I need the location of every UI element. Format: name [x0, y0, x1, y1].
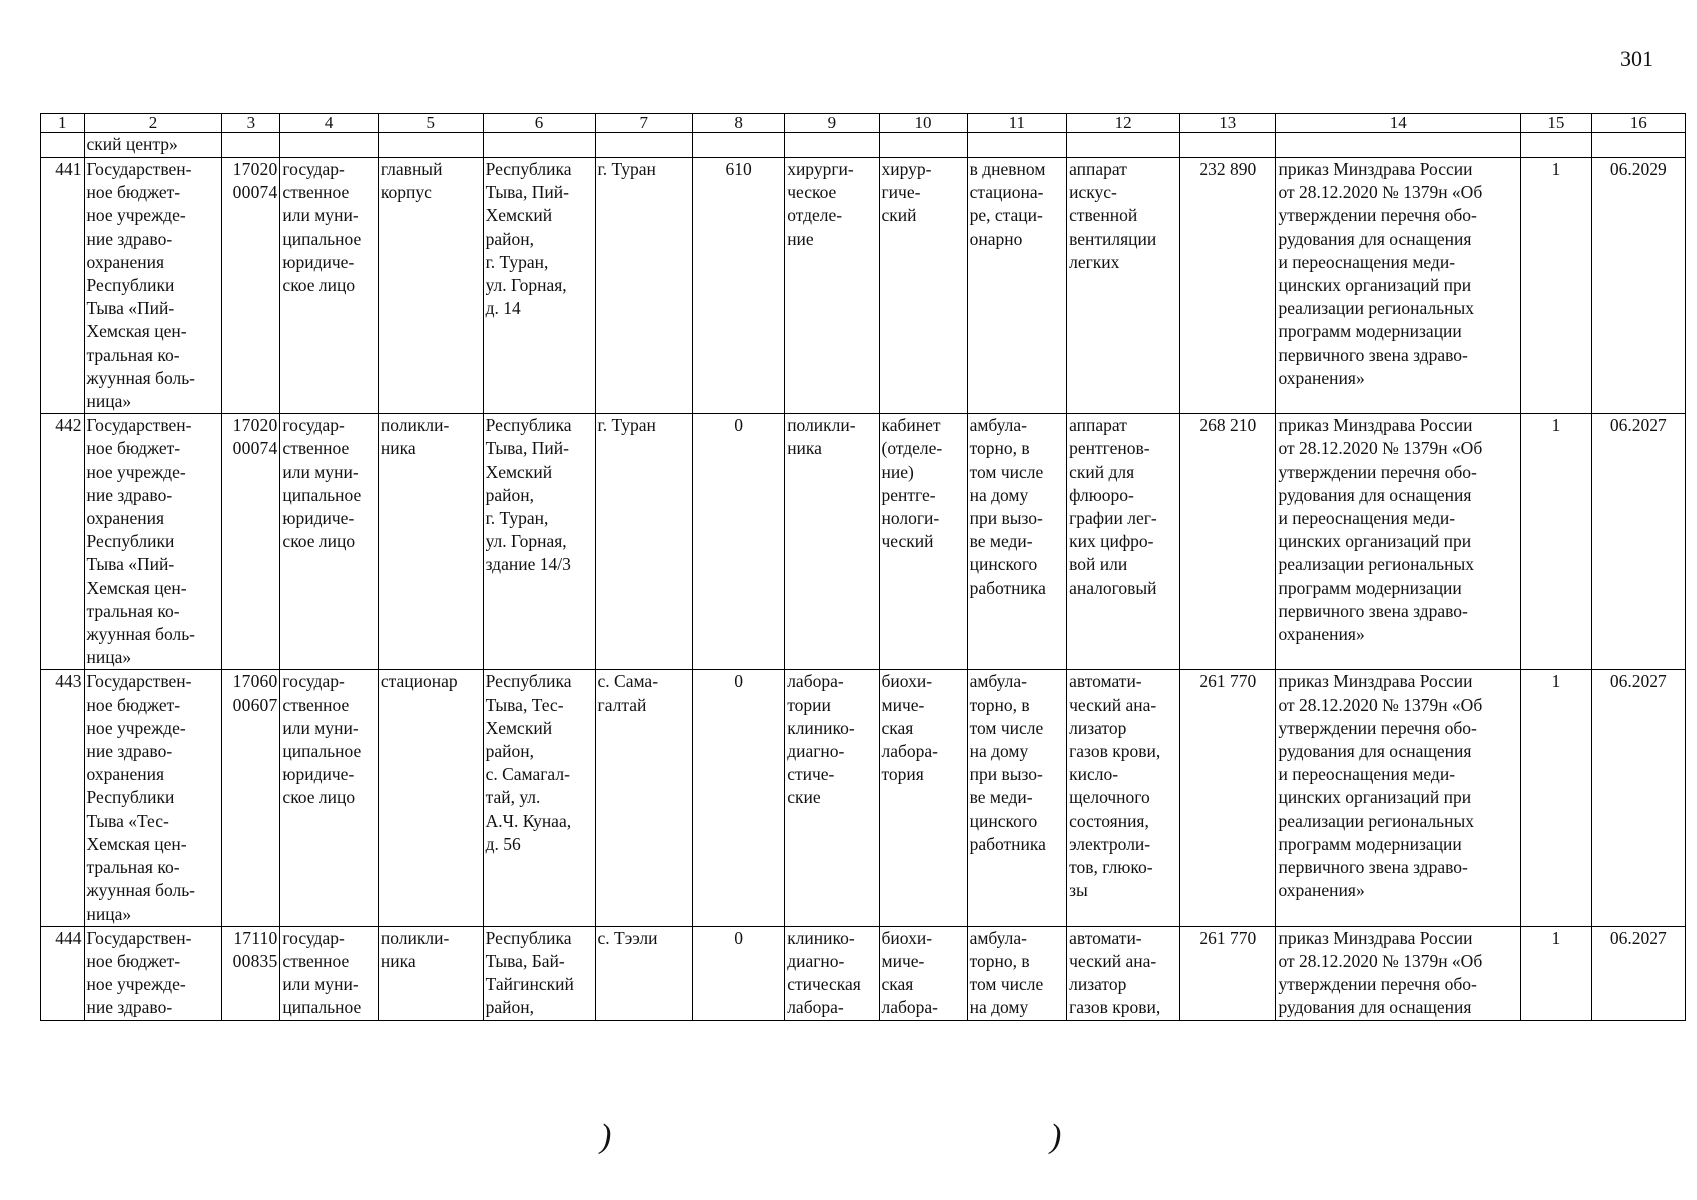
cell-org-type: государ- ственное или муни- ципальное юридиче- ское лицо [280, 670, 378, 926]
cell-org-type: государ- ственное или муни- ципальное [280, 926, 378, 1020]
cell-order: приказ Минздрава России от 28.12.2020 № 1379н «Об утверждении перечня обо- рудования для оснащения и переоснащения меди- цинских организаций при реализации региональных программ модернизации первичного звена здраво- охранения» [1276, 158, 1521, 414]
continuation-cell [483, 133, 595, 158]
cell-address: Республика Тыва, Пий- Хемский район, г. Туран, ул. Горная, здание 14/3 [483, 414, 595, 670]
cell-name: Государствен- ное бюджет- ное учрежде- ние здраво- охранения Республики Тыва «Пий- Хемская цен- тральная ко- жуунная боль- ница» [84, 414, 222, 670]
cell-org-type: государ- ственное или муни- ципальное юридиче- ское лицо [280, 158, 378, 414]
continuation-cell [1276, 133, 1521, 158]
continuation-cell [41, 133, 85, 158]
cell-building: поликли- ника [378, 414, 483, 670]
continuation-cell [378, 133, 483, 158]
cell-date: 06.2027 [1591, 414, 1685, 670]
cell-date: 06.2027 [1591, 670, 1685, 926]
continuation-cell [595, 133, 692, 158]
column-number: 5 [378, 114, 483, 133]
cell-code: 17110 00835 [222, 926, 280, 1020]
column-number: 6 [483, 114, 595, 133]
margin-mark-right: ) [1050, 1118, 1062, 1155]
cell-qty: 1 [1521, 158, 1591, 414]
column-number: 10 [879, 114, 967, 133]
cell-building: главный корпус [378, 158, 483, 414]
cell-n: 441 [41, 158, 85, 414]
continuation-cell [1521, 133, 1591, 158]
cell-equipment: автомати- ческий ана- лизатор газов крови, [1067, 926, 1180, 1020]
continuation-cell [692, 133, 784, 158]
cell-conditions: в дневном стациона- ре, стаци- онарно [967, 158, 1067, 414]
column-number: 1 [41, 114, 85, 133]
column-number: 2 [84, 114, 222, 133]
cell-department: хирурги- ческое отделе- ние [785, 158, 879, 414]
table-row [41, 926, 1686, 1020]
cell-locality: г. Туран [595, 158, 692, 414]
cell-qty: 1 [1521, 670, 1591, 926]
cell-conditions: амбула- торно, в том числе на дому [967, 926, 1067, 1020]
continuation-cell [879, 133, 967, 158]
cell-address: Республика Тыва, Тес- Хемский район, с. Самагал- тай, ул. А.Ч. Кунаа, д. 56 [483, 670, 595, 926]
cell-code: 17020 00074 [222, 414, 280, 670]
table-row [41, 670, 1686, 926]
continuation-row [41, 133, 1686, 158]
cell-price: 232 890 [1180, 158, 1276, 414]
continuation-cell [222, 133, 280, 158]
cell-address: Республика Тыва, Пий- Хемский район, г. Туран, ул. Горная, д. 14 [483, 158, 595, 414]
column-number: 13 [1180, 114, 1276, 133]
cell-price: 268 210 [1180, 414, 1276, 670]
cell-code: 17020 00074 [222, 158, 280, 414]
column-number: 16 [1591, 114, 1685, 133]
column-number: 3 [222, 114, 280, 133]
table-row [41, 414, 1686, 670]
continuation-cell: ский центр» [84, 133, 222, 158]
column-number: 8 [692, 114, 784, 133]
cell-profile: кабинет (отделе- ние) рентге- нологи- ческий [879, 414, 967, 670]
column-number: 9 [785, 114, 879, 133]
cell-locality: с. Сама- галтай [595, 670, 692, 926]
continuation-cell [967, 133, 1067, 158]
continuation-cell [1067, 133, 1180, 158]
cell-qty: 1 [1521, 926, 1591, 1020]
cell-conditions: амбула- торно, в том числе на дому при вызо- ве меди- цинского работника [967, 670, 1067, 926]
cell-equipment: автомати- ческий ана- лизатор газов крови, кисло- щелочного состояния, электроли- тов, глюко- зы [1067, 670, 1180, 926]
cell-order: приказ Минздрава России от 28.12.2020 № 1379н «Об утверждении перечня обо- рудования для оснащения [1276, 926, 1521, 1020]
margin-mark-left: ) [600, 1118, 612, 1155]
cell-code: 17060 00607 [222, 670, 280, 926]
column-number: 4 [280, 114, 378, 133]
cell-profile: биохи- миче- ская лабора- тория [879, 670, 967, 926]
column-number: 12 [1067, 114, 1180, 133]
continuation-cell [1591, 133, 1685, 158]
page-number: 301 [1620, 46, 1653, 71]
column-number: 15 [1521, 114, 1591, 133]
cell-profile: хирур- гиче- ский [879, 158, 967, 414]
cell-c8: 610 [692, 158, 784, 414]
column-number: 14 [1276, 114, 1521, 133]
cell-c8: 0 [692, 670, 784, 926]
cell-building: поликли- ника [378, 926, 483, 1020]
cell-locality: г. Туран [595, 414, 692, 670]
cell-department: поликли- ника [785, 414, 879, 670]
cell-name: Государствен- ное бюджет- ное учрежде- ние здраво- [84, 926, 222, 1020]
cell-date: 06.2029 [1591, 158, 1685, 414]
cell-c8: 0 [692, 926, 784, 1020]
cell-department: клинико- диагно- стическая лабора- [785, 926, 879, 1020]
cell-building: стационар [378, 670, 483, 926]
cell-name: Государствен- ное бюджет- ное учрежде- ние здраво- охранения Республики Тыва «Тес- Хемская цен- тральная ко- жуунная боль- ница» [84, 670, 222, 926]
continuation-cell [1180, 133, 1276, 158]
equipment-table [40, 113, 1686, 1021]
cell-profile: биохи- миче- ская лабора- [879, 926, 967, 1020]
cell-c8: 0 [692, 414, 784, 670]
table-row [41, 158, 1686, 414]
continuation-cell [785, 133, 879, 158]
cell-address: Республика Тыва, Бай- Тайгинский район, [483, 926, 595, 1020]
column-number: 7 [595, 114, 692, 133]
cell-qty: 1 [1521, 414, 1591, 670]
cell-order: приказ Минздрава России от 28.12.2020 № 1379н «Об утверждении перечня обо- рудования для оснащения и переоснащения меди- цинских организаций при реализации региональных программ модернизации первичного звена здраво- охранения» [1276, 414, 1521, 670]
column-number: 11 [967, 114, 1067, 133]
cell-conditions: амбула- торно, в том числе на дому при вызо- ве меди- цинского работника [967, 414, 1067, 670]
column-number-row [41, 114, 1686, 133]
cell-price: 261 770 [1180, 670, 1276, 926]
cell-name: Государствен- ное бюджет- ное учрежде- ние здраво- охранения Республики Тыва «Пий- Хемская цен- тральная ко- жуунная боль- ница» [84, 158, 222, 414]
cell-department: лабора- тории клинико- диагно- стиче- ские [785, 670, 879, 926]
cell-locality: с. Тээли [595, 926, 692, 1020]
continuation-cell [280, 133, 378, 158]
cell-order: приказ Минздрава России от 28.12.2020 № 1379н «Об утверждении перечня обо- рудования для оснащения и переоснащения меди- цинских организаций при реализации региональных программ модернизации первичного звена здраво- охранения» [1276, 670, 1521, 926]
cell-n: 442 [41, 414, 85, 670]
cell-date: 06.2027 [1591, 926, 1685, 1020]
cell-org-type: государ- ственное или муни- ципальное юридиче- ское лицо [280, 414, 378, 670]
cell-equipment: аппарат рентгенов- ский для флюоро- графии лег- ких цифро- вой или аналоговый [1067, 414, 1180, 670]
cell-equipment: аппарат искус- ственной вентиляции легких [1067, 158, 1180, 414]
cell-n: 444 [41, 926, 85, 1020]
cell-n: 443 [41, 670, 85, 926]
cell-price: 261 770 [1180, 926, 1276, 1020]
